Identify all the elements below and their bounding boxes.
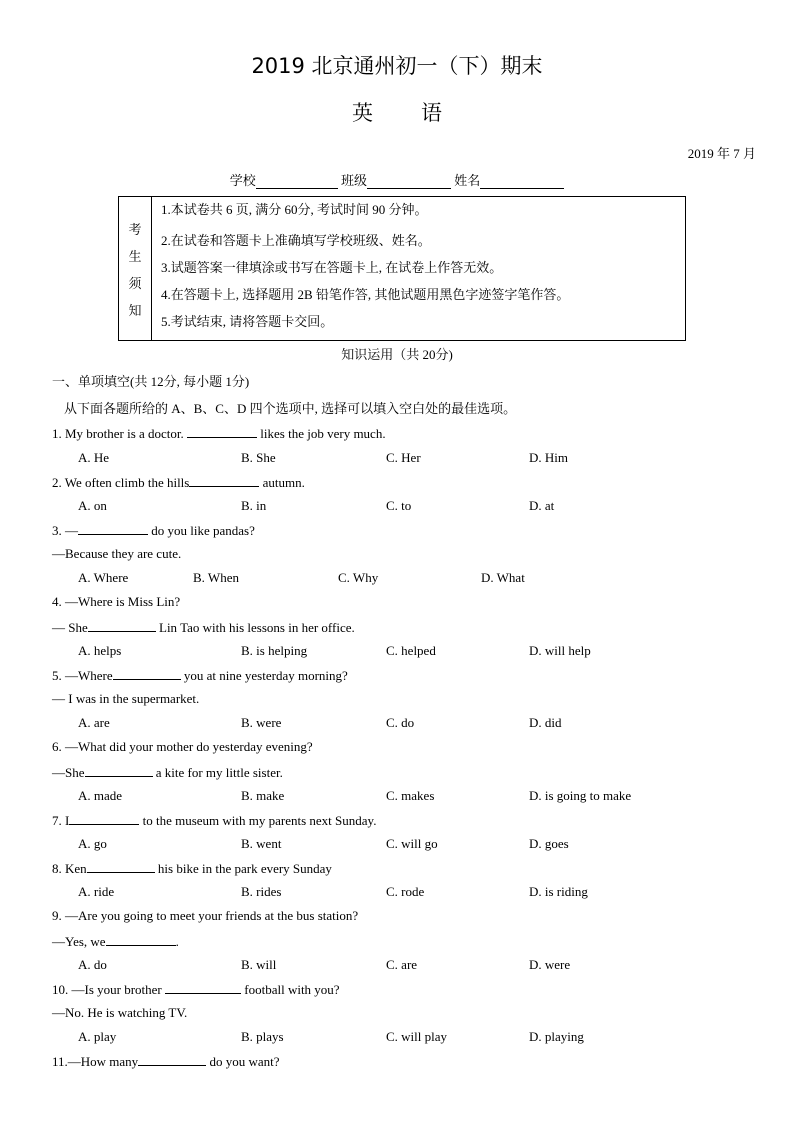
stem-text: — She <box>52 620 88 635</box>
notice-label <box>119 197 152 340</box>
option-d[interactable]: D. is riding <box>529 884 588 899</box>
notice-item: 2.在试卷和答题卡上准确填写学校班级、姓名。 <box>161 233 431 248</box>
stem-text: 1. My brother is a doctor. <box>52 426 188 441</box>
school-blank[interactable] <box>256 175 338 189</box>
stem-text: 8. Ken <box>52 861 87 876</box>
stem-text: 5. —Where <box>52 668 113 683</box>
notice-item: 4.在答题卡上, 选择题用 2B 铅笔作答, 其他试题用黑色字迹签字笔作答。 <box>161 287 570 302</box>
option-c[interactable]: C. will go <box>386 836 438 851</box>
stem-text: autumn. <box>259 475 305 490</box>
option-a[interactable]: A. do <box>78 957 107 972</box>
stem-text: 10. —Is your brother <box>52 982 166 997</box>
option-c[interactable]: C. do <box>386 715 415 730</box>
part-instruction: 从下面各题所给的 A、B、C、D 四个选项中, 选择可以填入空白处的最佳选项。 <box>64 401 517 416</box>
notice-label-char: 知 <box>128 302 142 318</box>
section-heading: 知识运用（共 20分) <box>341 347 453 362</box>
question-answer-line: —Because they are cute. <box>52 546 182 561</box>
subject-title: 英语 <box>352 101 490 125</box>
option-d[interactable]: D. playing <box>529 1029 584 1044</box>
stem-text: do you want? <box>206 1054 280 1069</box>
answer-blank[interactable] <box>138 1053 206 1066</box>
option-c[interactable]: C. Her <box>386 450 421 465</box>
option-b[interactable]: B. were <box>241 715 282 730</box>
notice-items <box>161 199 569 338</box>
part-title: 一、单项填空(共 12分, 每小题 1分) <box>52 374 250 389</box>
answer-blank[interactable] <box>165 981 241 994</box>
option-a[interactable]: A. play <box>78 1029 117 1044</box>
notice-label-char: 须 <box>128 275 142 291</box>
answer-blank[interactable] <box>88 619 156 632</box>
option-d[interactable]: D. is going to make <box>529 788 632 803</box>
option-a[interactable]: A. ride <box>78 884 115 899</box>
student-info-line <box>0 170 794 189</box>
class-label: 班级 <box>340 173 367 188</box>
question-stem <box>52 812 376 829</box>
question-answer-line <box>52 619 355 636</box>
option-b[interactable]: B. rides <box>241 884 282 899</box>
exam-notice-box <box>118 196 686 341</box>
question-answer-line: — I was in the supermarket. <box>52 691 200 706</box>
stem-text: . <box>175 934 179 949</box>
option-d[interactable]: D. were <box>529 957 571 972</box>
answer-blank[interactable] <box>187 425 257 438</box>
notice-item: 1.本试卷共 6 页, 满分 60分, 考试时间 90 分钟。 <box>161 202 428 217</box>
option-d[interactable]: D. at <box>529 498 555 513</box>
question-answer-line <box>52 933 179 950</box>
option-a[interactable]: A. Where <box>78 570 129 585</box>
option-b[interactable]: B. When <box>193 570 239 585</box>
question-stem <box>52 474 305 491</box>
stem-text: his bike in the park every Sunday <box>154 861 332 876</box>
question-stem: 9. —Are you going to meet your friends at the bus station? <box>52 908 359 923</box>
answer-blank[interactable] <box>87 860 155 873</box>
answer-blank[interactable] <box>189 474 259 487</box>
stem-text: 11.—How many <box>52 1054 139 1069</box>
option-b[interactable]: B. plays <box>241 1029 284 1044</box>
answer-blank[interactable] <box>78 522 148 535</box>
answer-blank[interactable] <box>69 812 139 825</box>
exam-title: 2019 北京通州初一（下）期末 <box>251 54 543 78</box>
stem-text: 7. I <box>52 813 70 828</box>
option-b[interactable]: B. is helping <box>241 643 308 658</box>
question-stem: 6. —What did your mother do yesterday evening? <box>52 739 313 754</box>
question-stem <box>52 522 255 539</box>
stem-text: Lin Tao with his lessons in her office. <box>155 620 355 635</box>
class-blank[interactable] <box>367 175 451 189</box>
notice-label-char: 生 <box>128 248 142 264</box>
option-b[interactable]: B. will <box>241 957 277 972</box>
option-a[interactable]: A. He <box>78 450 110 465</box>
answer-blank[interactable] <box>85 764 153 777</box>
option-c[interactable]: C. Why <box>338 570 379 585</box>
stem-text: likes the job very much. <box>257 426 386 441</box>
notice-item: 3.试题答案一律填涂或书写在答题卡上, 在试卷上作答无效。 <box>161 260 503 275</box>
option-a[interactable]: A. go <box>78 836 107 851</box>
stem-text: a kite for my little sister. <box>152 765 283 780</box>
stem-text: football with you? <box>241 982 340 997</box>
school-label: 学校 <box>229 173 256 188</box>
question-stem <box>52 981 340 998</box>
option-c[interactable]: C. will play <box>386 1029 448 1044</box>
option-c[interactable]: C. helped <box>386 643 436 658</box>
option-b[interactable]: B. went <box>241 836 282 851</box>
option-d[interactable]: D. Him <box>529 450 568 465</box>
question-answer-line: —No. He is watching TV. <box>52 1005 188 1020</box>
option-c[interactable]: C. makes <box>386 788 435 803</box>
exam-date: 2019 年 7 月 <box>687 146 756 161</box>
option-d[interactable]: D. goes <box>529 836 569 851</box>
option-b[interactable]: B. in <box>241 498 267 513</box>
option-a[interactable]: A. helps <box>78 643 122 658</box>
option-c[interactable]: C. to <box>386 498 412 513</box>
question-stem <box>52 425 386 442</box>
option-c[interactable]: C. are <box>386 957 418 972</box>
name-label: 姓名 <box>454 173 481 188</box>
question-stem <box>52 1053 279 1070</box>
option-b[interactable]: B. She <box>241 450 276 465</box>
name-blank[interactable] <box>480 175 564 189</box>
option-a[interactable]: A. are <box>78 715 110 730</box>
question-stem: 4. —Where is Miss Lin? <box>52 594 181 609</box>
option-b[interactable]: B. make <box>241 788 285 803</box>
stem-text: —Yes, we <box>52 934 106 949</box>
option-a[interactable]: A. on <box>78 498 107 513</box>
stem-text: —She <box>52 765 85 780</box>
stem-text: do you like pandas? <box>148 523 255 538</box>
notice-label-char: 考 <box>128 221 142 237</box>
option-d[interactable]: D. did <box>529 715 562 730</box>
stem-text: you at nine yesterday morning? <box>180 668 348 683</box>
answer-blank[interactable] <box>113 667 181 680</box>
answer-blank[interactable] <box>106 933 176 946</box>
stem-text: 2. We often climb the hills <box>52 475 190 490</box>
question-stem <box>52 860 332 877</box>
stem-text: 3. — <box>52 523 78 538</box>
option-c[interactable]: C. rode <box>386 884 425 899</box>
question-answer-line <box>52 764 283 781</box>
stem-text: to the museum with my parents next Sunday. <box>139 813 377 828</box>
option-a[interactable]: A. made <box>78 788 123 803</box>
question-stem <box>52 667 348 684</box>
notice-item: 5.考试结束, 请将答题卡交回。 <box>161 314 334 329</box>
option-d[interactable]: D. What <box>481 570 525 585</box>
option-d[interactable]: D. will help <box>529 643 591 658</box>
